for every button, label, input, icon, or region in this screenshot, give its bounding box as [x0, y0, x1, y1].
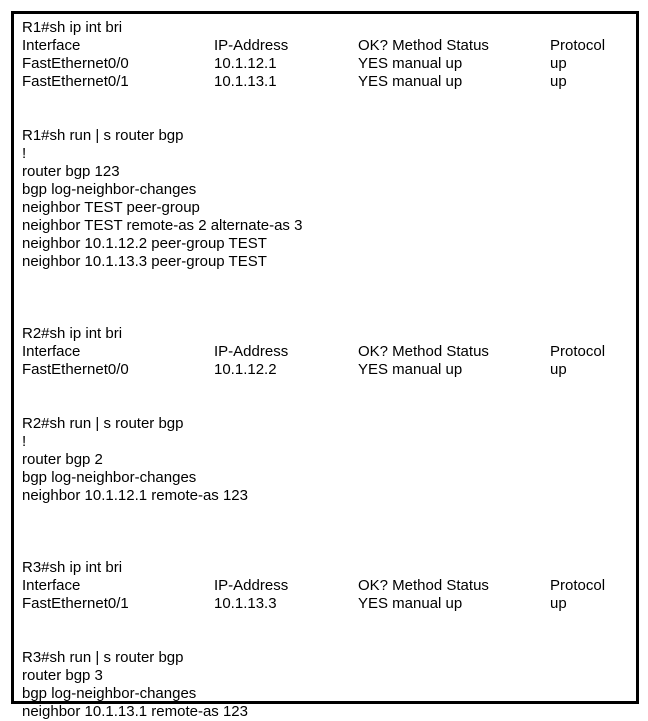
r2-int-header [22, 343, 622, 361]
config-line: bgp log-neighbor-changes [22, 685, 197, 702]
header-ip-address: IP-Address [214, 37, 289, 54]
spacer [22, 505, 622, 559]
config-line: router bgp 123 [22, 163, 120, 180]
interface-name: FastEthernet0/1 [22, 595, 129, 612]
config-line: ! [22, 433, 27, 450]
config-line: router bgp 2 [22, 451, 103, 468]
header-interface: Interface [22, 37, 81, 54]
spacer [22, 271, 622, 325]
r3-int-command: R3#sh ip int bri [22, 559, 123, 576]
protocol: up [550, 595, 567, 612]
ok-method-status: YES manual up [358, 55, 463, 72]
r2-bgp-command: R2#sh run | s router bgp [22, 415, 184, 432]
ip-address: 10.1.13.1 [214, 73, 277, 90]
spacer [22, 379, 622, 415]
r2-int-command: R2#sh ip int bri [22, 325, 123, 342]
r3-int-header [22, 577, 622, 595]
protocol: up [550, 55, 567, 72]
header-ok-method-status: OK? Method Status [358, 577, 489, 594]
ip-address: 10.1.12.1 [214, 55, 277, 72]
interface-name: FastEthernet0/1 [22, 73, 129, 90]
spacer [22, 613, 622, 649]
config-line: neighbor TEST remote-as 2 alternate-as 3 [22, 217, 303, 234]
cli-output [22, 19, 622, 721]
protocol: up [550, 361, 567, 378]
header-interface: Interface [22, 577, 81, 594]
protocol: up [550, 73, 567, 90]
interface-name: FastEthernet0/0 [22, 55, 129, 72]
header-ip-address: IP-Address [214, 343, 289, 360]
r3-bgp-command: R3#sh run | s router bgp [22, 649, 184, 666]
header-ip-address: IP-Address [214, 577, 289, 594]
config-line: neighbor 10.1.12.1 remote-as 123 [22, 487, 248, 504]
spacer [22, 91, 622, 127]
r1-int-row [22, 55, 622, 73]
config-line: neighbor 10.1.13.1 remote-as 123 [22, 703, 248, 720]
ok-method-status: YES manual up [358, 361, 463, 378]
header-ok-method-status: OK? Method Status [358, 37, 489, 54]
config-line: neighbor 10.1.13.3 peer-group TEST [22, 253, 267, 270]
config-line: router bgp 3 [22, 667, 103, 684]
r3-int-row [22, 595, 622, 613]
ip-address: 10.1.12.2 [214, 361, 277, 378]
ok-method-status: YES manual up [358, 595, 463, 612]
r2-int-row [22, 361, 622, 379]
header-protocol: Protocol [550, 37, 606, 54]
r1-bgp-command: R1#sh run | s router bgp [22, 127, 184, 144]
r1-int-header [22, 37, 622, 55]
interface-name: FastEthernet0/0 [22, 361, 129, 378]
header-protocol: Protocol [550, 577, 606, 594]
config-line: ! [22, 145, 27, 162]
ip-address: 10.1.13.3 [214, 595, 277, 612]
header-protocol: Protocol [550, 343, 606, 360]
header-interface: Interface [22, 343, 81, 360]
ok-method-status: YES manual up [358, 73, 463, 90]
header-ok-method-status: OK? Method Status [358, 343, 489, 360]
r1-int-row [22, 73, 622, 91]
config-line: neighbor TEST peer-group [22, 199, 200, 216]
config-line: neighbor 10.1.12.2 peer-group TEST [22, 235, 267, 252]
config-line: bgp log-neighbor-changes [22, 181, 197, 198]
r1-int-command: R1#sh ip int bri [22, 19, 123, 36]
config-line: bgp log-neighbor-changes [22, 469, 197, 486]
